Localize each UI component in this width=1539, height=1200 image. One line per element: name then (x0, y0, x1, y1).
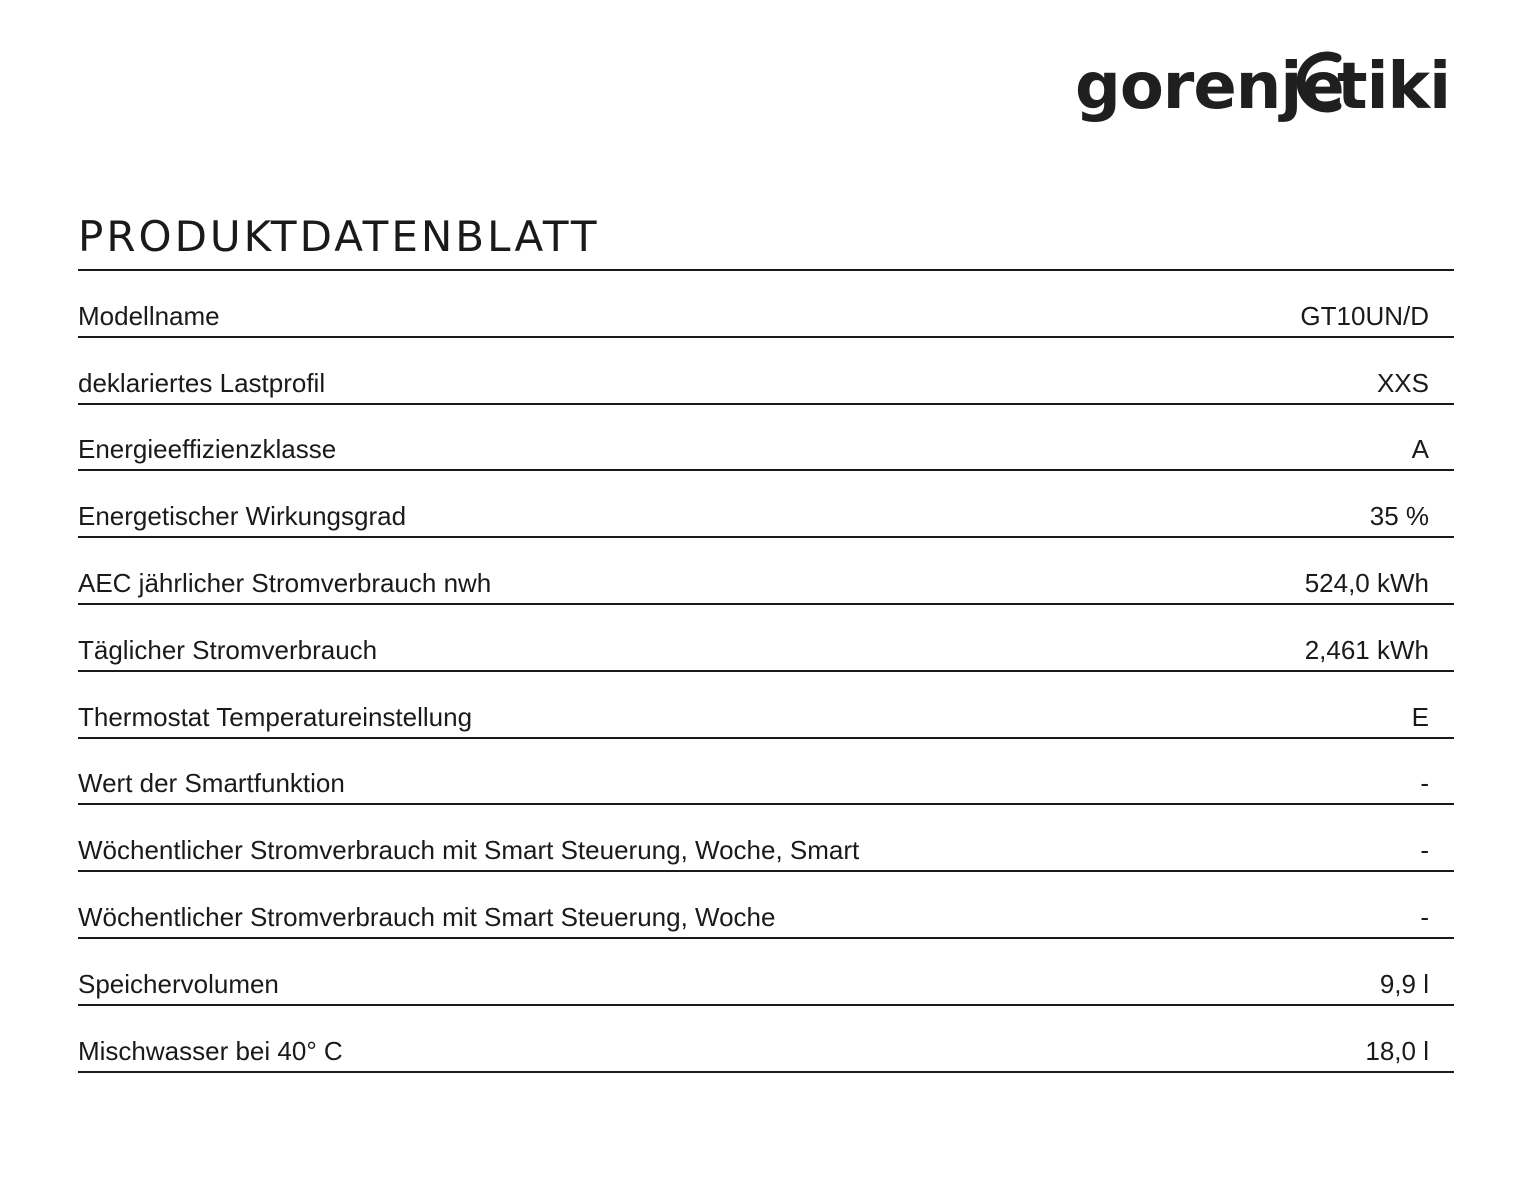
table-row (78, 538, 1454, 605)
row-value: E (1411, 701, 1429, 732)
table-row (78, 872, 1454, 939)
gorenje-tiki-logo (1075, 36, 1455, 136)
table-row (78, 805, 1454, 872)
table-row (78, 605, 1454, 672)
row-label: Energieeffizienzklasse (78, 434, 337, 465)
row-label: Täglicher Stromverbrauch (78, 634, 378, 665)
table-row (78, 1006, 1454, 1073)
row-value: A (1411, 434, 1429, 465)
table-row (78, 271, 1454, 338)
sheet-title: PRODUKTDATENBLATT (78, 205, 1454, 271)
row-value: 2,461 kWh (1304, 634, 1429, 665)
table-row (78, 405, 1454, 472)
brand-logo (1075, 36, 1455, 136)
row-value: XXS (1376, 367, 1429, 398)
table-row (78, 939, 1454, 1006)
row-label: Speichervolumen (78, 968, 279, 999)
row-label: Mischwasser bei 40° C (78, 1035, 343, 1066)
row-value: 35 % (1369, 501, 1429, 532)
row-value: - (1420, 768, 1429, 799)
row-label: deklariertes Lastprofil (78, 367, 326, 398)
row-value: 18,0 l (1365, 1035, 1429, 1066)
row-value: 524,0 kWh (1304, 567, 1429, 598)
table-row (78, 471, 1454, 538)
row-label: Wöchentlicher Stromverbrauch mit Smart Steuerung, Woche, Smart (78, 835, 860, 866)
row-value: - (1420, 835, 1429, 866)
row-label: AEC jährlicher Stromverbrauch nwh (78, 567, 492, 598)
logo-wordmark-left: gorenje (1075, 50, 1344, 124)
row-value: 9,9 l (1379, 968, 1429, 999)
row-label: Modellname (78, 300, 220, 331)
data-rows (78, 271, 1454, 1073)
product-data-sheet (78, 205, 1454, 1073)
row-value: - (1420, 901, 1429, 932)
table-row (78, 338, 1454, 405)
row-label: Wert der Smartfunktion (78, 768, 345, 799)
table-row (78, 672, 1454, 739)
logo-wordmark-right: tiki (1337, 50, 1451, 124)
row-value: GT10UN/D (1300, 300, 1429, 331)
row-label: Energetischer Wirkungsgrad (78, 501, 407, 532)
row-label: Wöchentlicher Stromverbrauch mit Smart Steuerung, Woche (78, 901, 776, 932)
table-row (78, 739, 1454, 806)
row-label: Thermostat Temperatureinstellung (78, 701, 473, 732)
